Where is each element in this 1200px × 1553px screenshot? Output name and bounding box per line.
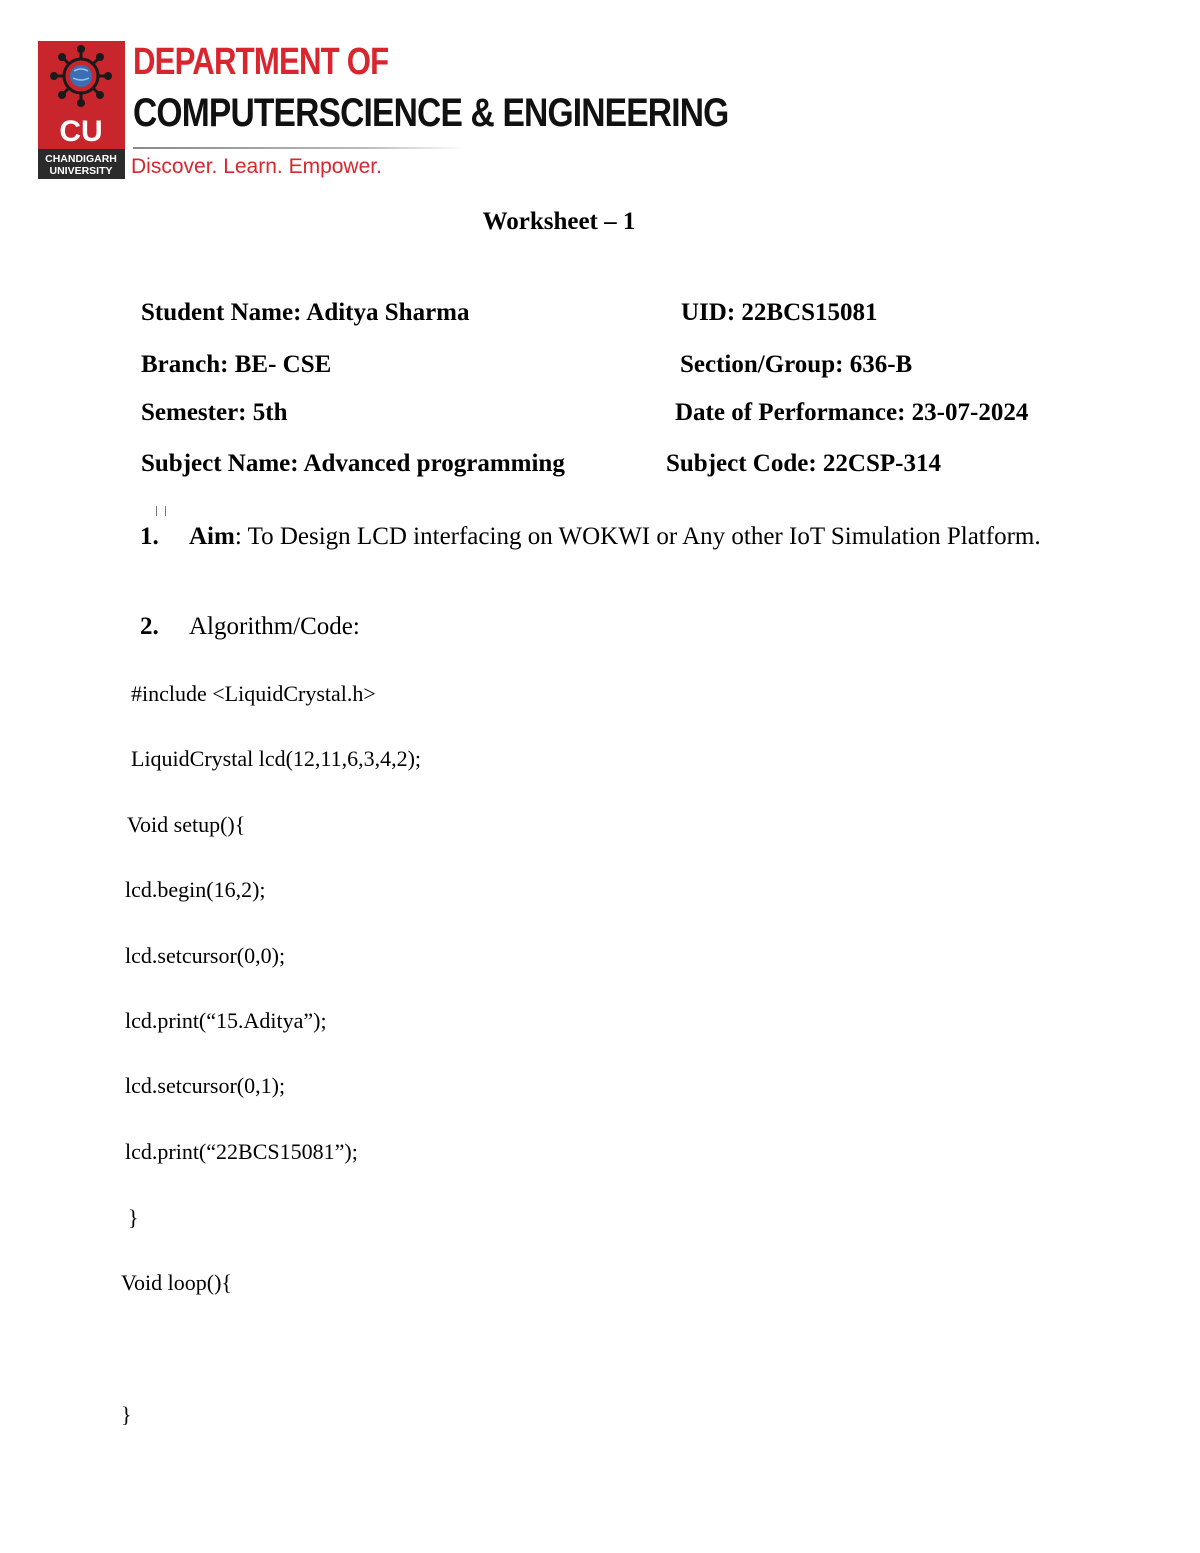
logo-name-line2: UNIVERSITY [49, 165, 113, 177]
code-line: lcd.print(“22BCS15081”); [125, 1139, 358, 1164]
logo-name-line1: CHANDIGARH [45, 153, 117, 165]
department-title-line1: DEPARTMENT OF [133, 41, 389, 83]
aim-text [189, 521, 1069, 552]
code-line: lcd.setcursor(0,1); [125, 1073, 286, 1098]
aim-description: : To Design LCD interfacing on WOKWI or Any other IoT Simulation Platform. [234, 523, 1041, 550]
code-line: lcd.print(“15.Aditya”); [125, 1008, 327, 1033]
code-line: #include <LiquidCrystal.h> [131, 681, 376, 706]
logo-letters: CU [59, 115, 103, 148]
algorithm-code-heading: Algorithm/Code: [189, 613, 360, 640]
code-line: } [128, 1205, 139, 1230]
header-divider [133, 147, 467, 149]
aim-label: Aim [189, 523, 235, 550]
worksheet-title: Worksheet – 1 [482, 208, 636, 235]
code-line: } [121, 1402, 132, 1427]
date-of-performance: Date of Performance: 23-07-2024 [675, 399, 1029, 426]
department-title-line2: COMPUTERSCIENCE & ENGINEERING [133, 91, 729, 135]
code-line: Void setup(){ [127, 812, 246, 837]
item-number: 2. [140, 613, 159, 640]
subject-code: Subject Code: 22CSP-314 [666, 450, 941, 477]
subject-name: Subject Name: Advanced programming [141, 450, 565, 477]
code-line: Void loop(){ [121, 1270, 232, 1295]
code-line: lcd.setcursor(0,0); [125, 943, 286, 968]
university-logo [38, 41, 125, 179]
semester: Semester: 5th [141, 399, 288, 426]
code-line: LiquidCrystal lcd(12,11,6,3,4,2); [131, 746, 422, 771]
item-number: 1. [140, 523, 159, 550]
student-name: Student Name: Aditya Sharma [141, 299, 470, 326]
code-line: lcd.begin(16,2); [125, 877, 266, 902]
section-group: Section/Group: 636-B [680, 351, 913, 378]
university-tagline: Discover. Learn. Empower. [131, 155, 382, 178]
student-uid: UID: 22BCS15081 [681, 299, 878, 326]
branch: Branch: BE- CSE [141, 351, 332, 378]
text-cursor-mark [156, 506, 166, 516]
